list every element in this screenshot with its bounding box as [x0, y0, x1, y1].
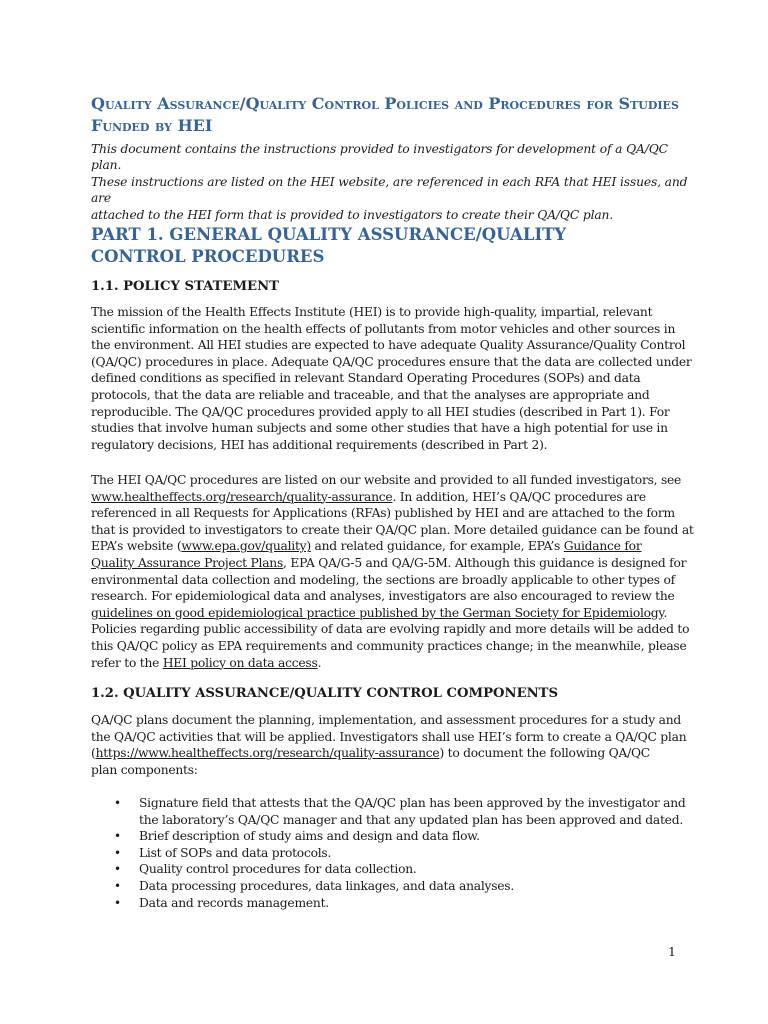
intro-line: attached to the HEI form that is provided to investigators to create their QA/QC plan.	[91, 207, 614, 222]
text-line: defined conditions as specified in relevant Standard Operating Procedures (SOPs) and data	[91, 371, 641, 386]
components-paragraph	[91, 712, 691, 778]
text-fragment: and related guidance, for example, EPA’s	[310, 539, 564, 554]
list-item-text: Quality control procedures for data collection.	[139, 862, 417, 877]
list-item-text: Data and records management.	[139, 895, 329, 910]
text-line: the QA/QC activities that will be applied. Investigators shall use HEI’s form to create a QA/QC plan	[91, 729, 687, 744]
text-line: plan components:	[91, 762, 198, 777]
text-line	[91, 555, 691, 572]
text-line: protocols, that the data are reliable and traceable, and that the analyses are appropriate and	[91, 387, 650, 402]
text-fragment: EPA’s website (	[91, 539, 182, 554]
text-line	[91, 655, 691, 672]
intro-line: These instructions are listed on the HEI website, are referenced in each RFA that HEI issues, and are	[91, 174, 688, 206]
text-line	[91, 605, 691, 622]
text-line	[91, 745, 691, 762]
bullet-icon: •	[114, 845, 121, 860]
list-item-text: List of SOPs and data protocols.	[139, 845, 332, 860]
list-item-text: Brief description of study aims and design and data flow.	[139, 829, 480, 844]
section-1-2-heading: 1.2. QUALITY ASSURANCE/QUALITY CONTROL COMPONENTS	[91, 686, 559, 701]
text-line: Policies regarding public accessibility of data are evolving rapidly and more details will be added to	[91, 622, 690, 637]
text-line: this QA/QC policy as EPA requirements and community practices change; in the meanwhile, please	[91, 638, 687, 653]
hei-qa-website-link[interactable]: www.healtheffects.org/research/quality-assurance	[91, 489, 393, 504]
text-fragment: refer to the	[91, 655, 163, 670]
section-1-1-heading: 1.1. POLICY STATEMENT	[91, 279, 279, 294]
epa-guidance-link-cont[interactable]: Quality Assurance Project Plans	[91, 555, 284, 570]
part1-heading: PART 1. GENERAL QUALITY ASSURANCE/QUALITY CONTROL PROCEDURES	[91, 225, 567, 266]
text-line: QA/QC plans document the planning, implementation, and assessment procedures for a study and	[91, 713, 682, 727]
policy-paragraph-1	[91, 304, 691, 453]
text-line: research. For epidemiological data and analyses, investigators are also encouraged to review the	[91, 589, 675, 604]
intro-line: This document contains the instructions provided to investigators for development of a QA/QC plan.	[91, 142, 668, 173]
components-list	[91, 795, 691, 911]
hei-qa-form-link[interactable]: https://www.healtheffects.org/research/quality-assurance	[95, 746, 440, 761]
bullet-icon: •	[114, 862, 121, 877]
document-title: Quality Assurance/Quality Control Policies and Procedures for Studies Funded by HEI	[91, 94, 679, 135]
text-line: the environment. All HEI studies are expected to have adequate Quality Assurance/Quality Control	[91, 338, 686, 353]
text-line: studies that involve human subjects and some other studies that have a high potential for use in	[91, 421, 668, 436]
list-item	[91, 878, 691, 895]
list-item	[91, 861, 691, 878]
bullet-icon: •	[114, 895, 121, 910]
text-fragment: .	[663, 605, 668, 620]
text-line: reproducible. The QA/QC procedures provided apply to all HEI studies (described in Part 1). For	[91, 404, 670, 419]
text-line	[91, 489, 691, 506]
list-item-text: the laboratory’s QA/QC manager and that any updated plan has been approved and dated.	[139, 812, 683, 827]
epidemiology-guidelines-link[interactable]: guidelines on good epidemiological practice published by the German Society for Epidemiology	[91, 605, 664, 620]
list-item	[91, 828, 691, 845]
list-item	[91, 895, 691, 912]
text-line: regulatory decisions, HEI has additional requirements (described in Part 2).	[91, 437, 548, 452]
list-item-text: Data processing procedures, data linkages, and data analyses.	[139, 878, 515, 893]
list-item	[91, 795, 691, 828]
epa-quality-link[interactable]: www.epa.gov/quality)	[181, 539, 311, 554]
text-fragment: .	[317, 655, 322, 670]
text-line: that is provided to investigators to create their QA/QC plan. More detailed guidance can be found at	[91, 522, 694, 537]
bullet-icon: •	[114, 829, 121, 844]
text-line: scientific information on the health effects of pollutants from motor vehicles and other sources in	[91, 321, 676, 336]
text-fragment: ) to document the following QA/QC	[439, 746, 650, 761]
text-fragment: , EPA QA/G-5 and QA/G-5M. Although this guidance is designed for	[283, 555, 687, 570]
page-number: 1	[668, 944, 676, 959]
bullet-icon: •	[114, 796, 121, 810]
epa-guidance-link[interactable]: Guidance for	[563, 539, 642, 554]
hei-data-access-link[interactable]: HEI policy on data access	[162, 655, 318, 670]
text-line: The mission of the Health Effects Institute (HEI) is to provide high-quality, impartial, relevant	[91, 305, 653, 319]
bullet-icon: •	[114, 878, 121, 893]
policy-paragraph-2	[91, 472, 694, 671]
list-item-text: Signature field that attests that the QA/QC plan has been approved by the investigator and	[139, 796, 686, 810]
text-fragment: (	[91, 746, 96, 761]
list-item	[91, 845, 691, 862]
text-line: (QA/QC) procedures in place. Adequate QA/QC procedures ensure that the data are collected under	[91, 354, 692, 369]
text-line: referenced in all Requests for Applications (RFAs) published by HEI and are attached to the form	[91, 506, 675, 521]
text-line: The HEI QA/QC procedures are listed on our website and provided to all funded investigators, see	[91, 473, 682, 487]
text-line: environmental data collection and modeling, the sections are broadly applicable to other types of	[91, 572, 675, 587]
intro-paragraph	[91, 141, 691, 223]
text-fragment: . In addition, HEI’s QA/QC procedures are	[392, 489, 646, 504]
text-line	[91, 538, 691, 555]
